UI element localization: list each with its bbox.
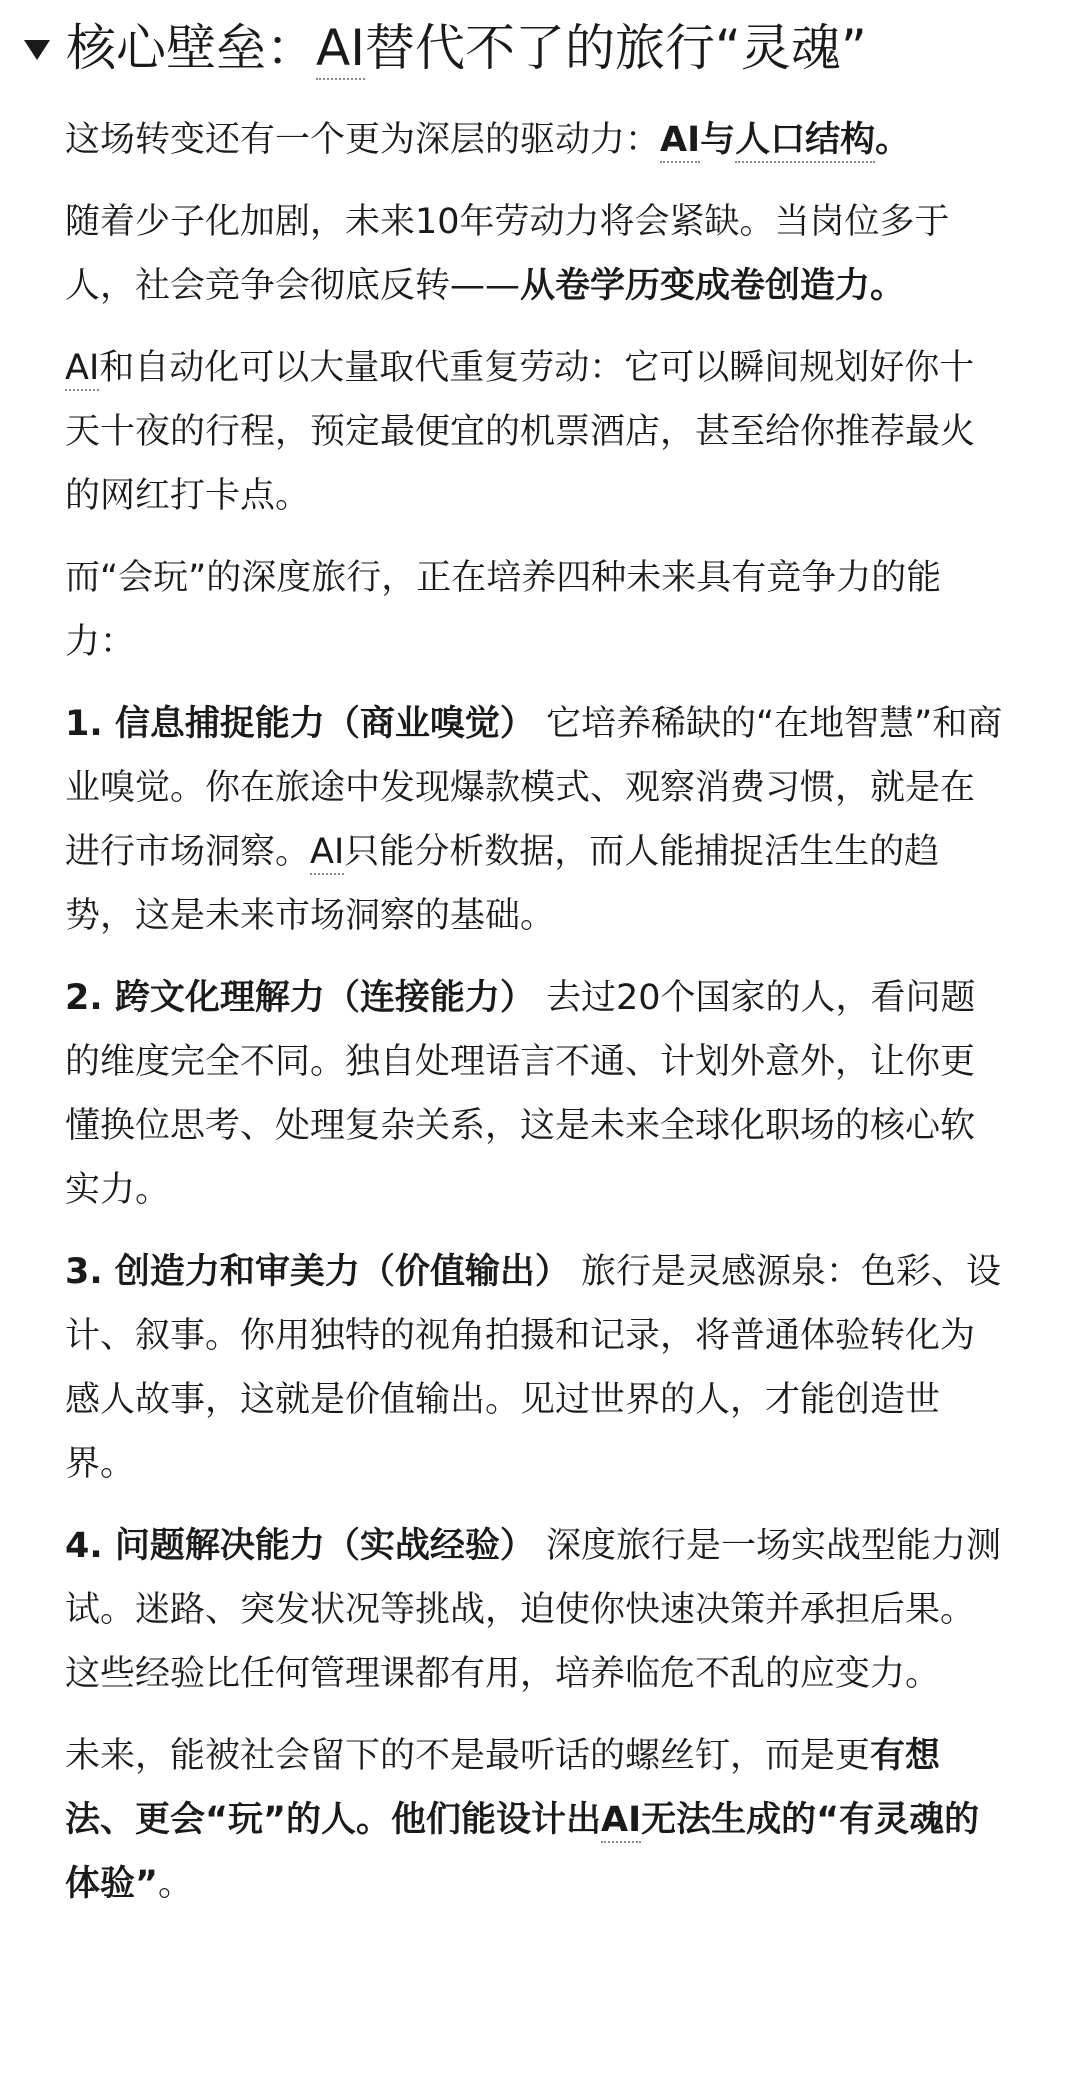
conclusion-text-a: 未来，能被社会留下的不是最听话的螺丝钉，而是更 [65,1736,871,1776]
p1-ai-term[interactable]: AI [660,120,700,163]
p2-text-a: 随着少子化加剧，未来10年劳动力将会紧缺。当岗位多于人，社会竞争会彻底反转—— [65,202,950,306]
conclusion-bold-b: 无法生成的“有灵魂的体验” [65,1800,980,1904]
p3-ai-term[interactable]: AI [65,348,99,391]
paragraph-4 [65,546,1005,674]
heading-title [66,12,867,84]
heading-ai-term[interactable]: AI [316,19,365,80]
ability-1-ai-term[interactable]: AI [310,832,344,875]
article-body [65,108,1005,1934]
ability-1 [65,692,1005,948]
section-heading[interactable] [0,12,1080,84]
ability-1-text-b: 只能分析数据，而人能捕捉活生生的趋势，这是未来市场洞察的基础。 [65,832,940,936]
paragraph-1 [65,108,1005,172]
ability-3 [65,1240,1005,1496]
ability-2 [65,966,1005,1222]
conclusion-ai-term[interactable]: AI [601,1800,641,1843]
conclusion-paragraph [65,1724,1005,1916]
ability-1-title: 1. 信息捕捉能力（商业嗅觉） [65,704,535,744]
ability-4-title: 4. 问题解决能力（实战经验） [65,1526,535,1566]
paragraph-2 [65,190,1005,318]
ability-2-title: 2. 跨文化理解力（连接能力） [65,978,535,1018]
p1-text-a: 这场转变还有一个更为深层的驱动力： [65,120,661,160]
conclusion-bold-a: 有想法、更会“玩”的人。他们能设计出 [65,1736,941,1840]
ability-1-text-a: 它培养稀缺的“在地智慧”和商业嗅觉。你在旅途中发现爆款模式、观察消费习惯，就是在进行市场洞察。 [65,704,1003,872]
ability-3-text: 旅行是灵感源泉：色彩、设计、叙事。你用独特的视角拍摄和记录，将普通体验转化为感人故事，这就是价值输出。见过世界的人，才能创造世界。 [65,1252,1001,1484]
ability-4-text: 深度旅行是一场实战型能力测试。迷路、突发状况等挑战，迫使你快速决策并承担后果。这些经验比任何管理课都有用，培养临危不乱的应变力。 [65,1526,1001,1694]
p1-text-b: 与 [700,120,736,160]
p4-text: 而“会玩”的深度旅行，正在培养四种未来具有竞争力的能力： [65,558,942,662]
paragraph-3 [65,336,1005,528]
p3-text: 和自动化可以大量取代重复劳动：它可以瞬间规划好你十天十夜的行程，预定最便宜的机票酒店，甚至给你推荐最火的网红打卡点。 [65,348,976,516]
collapse-caret-icon[interactable] [24,40,50,60]
p1-population-term[interactable]: 人口结构 [735,120,875,163]
heading-text-b: 替代不了的旅行“灵魂” [364,19,867,77]
ability-3-title: 3. 创造力和审美力（价值输出） [65,1252,570,1292]
ability-4 [65,1514,1005,1706]
p1-text-c: 。 [875,120,911,160]
p2-bold: 从卷学历变成卷创造力。 [520,266,906,306]
conclusion-text-b: 。 [158,1864,194,1904]
ability-2-text: 去过20个国家的人，看问题的维度完全不同。独自处理语言不通、计划外意外，让你更懂换位思考、处理复杂关系，这是未来全球化职场的核心软实力。 [65,978,976,1210]
heading-text-a: 核心壁垒： [66,19,316,77]
